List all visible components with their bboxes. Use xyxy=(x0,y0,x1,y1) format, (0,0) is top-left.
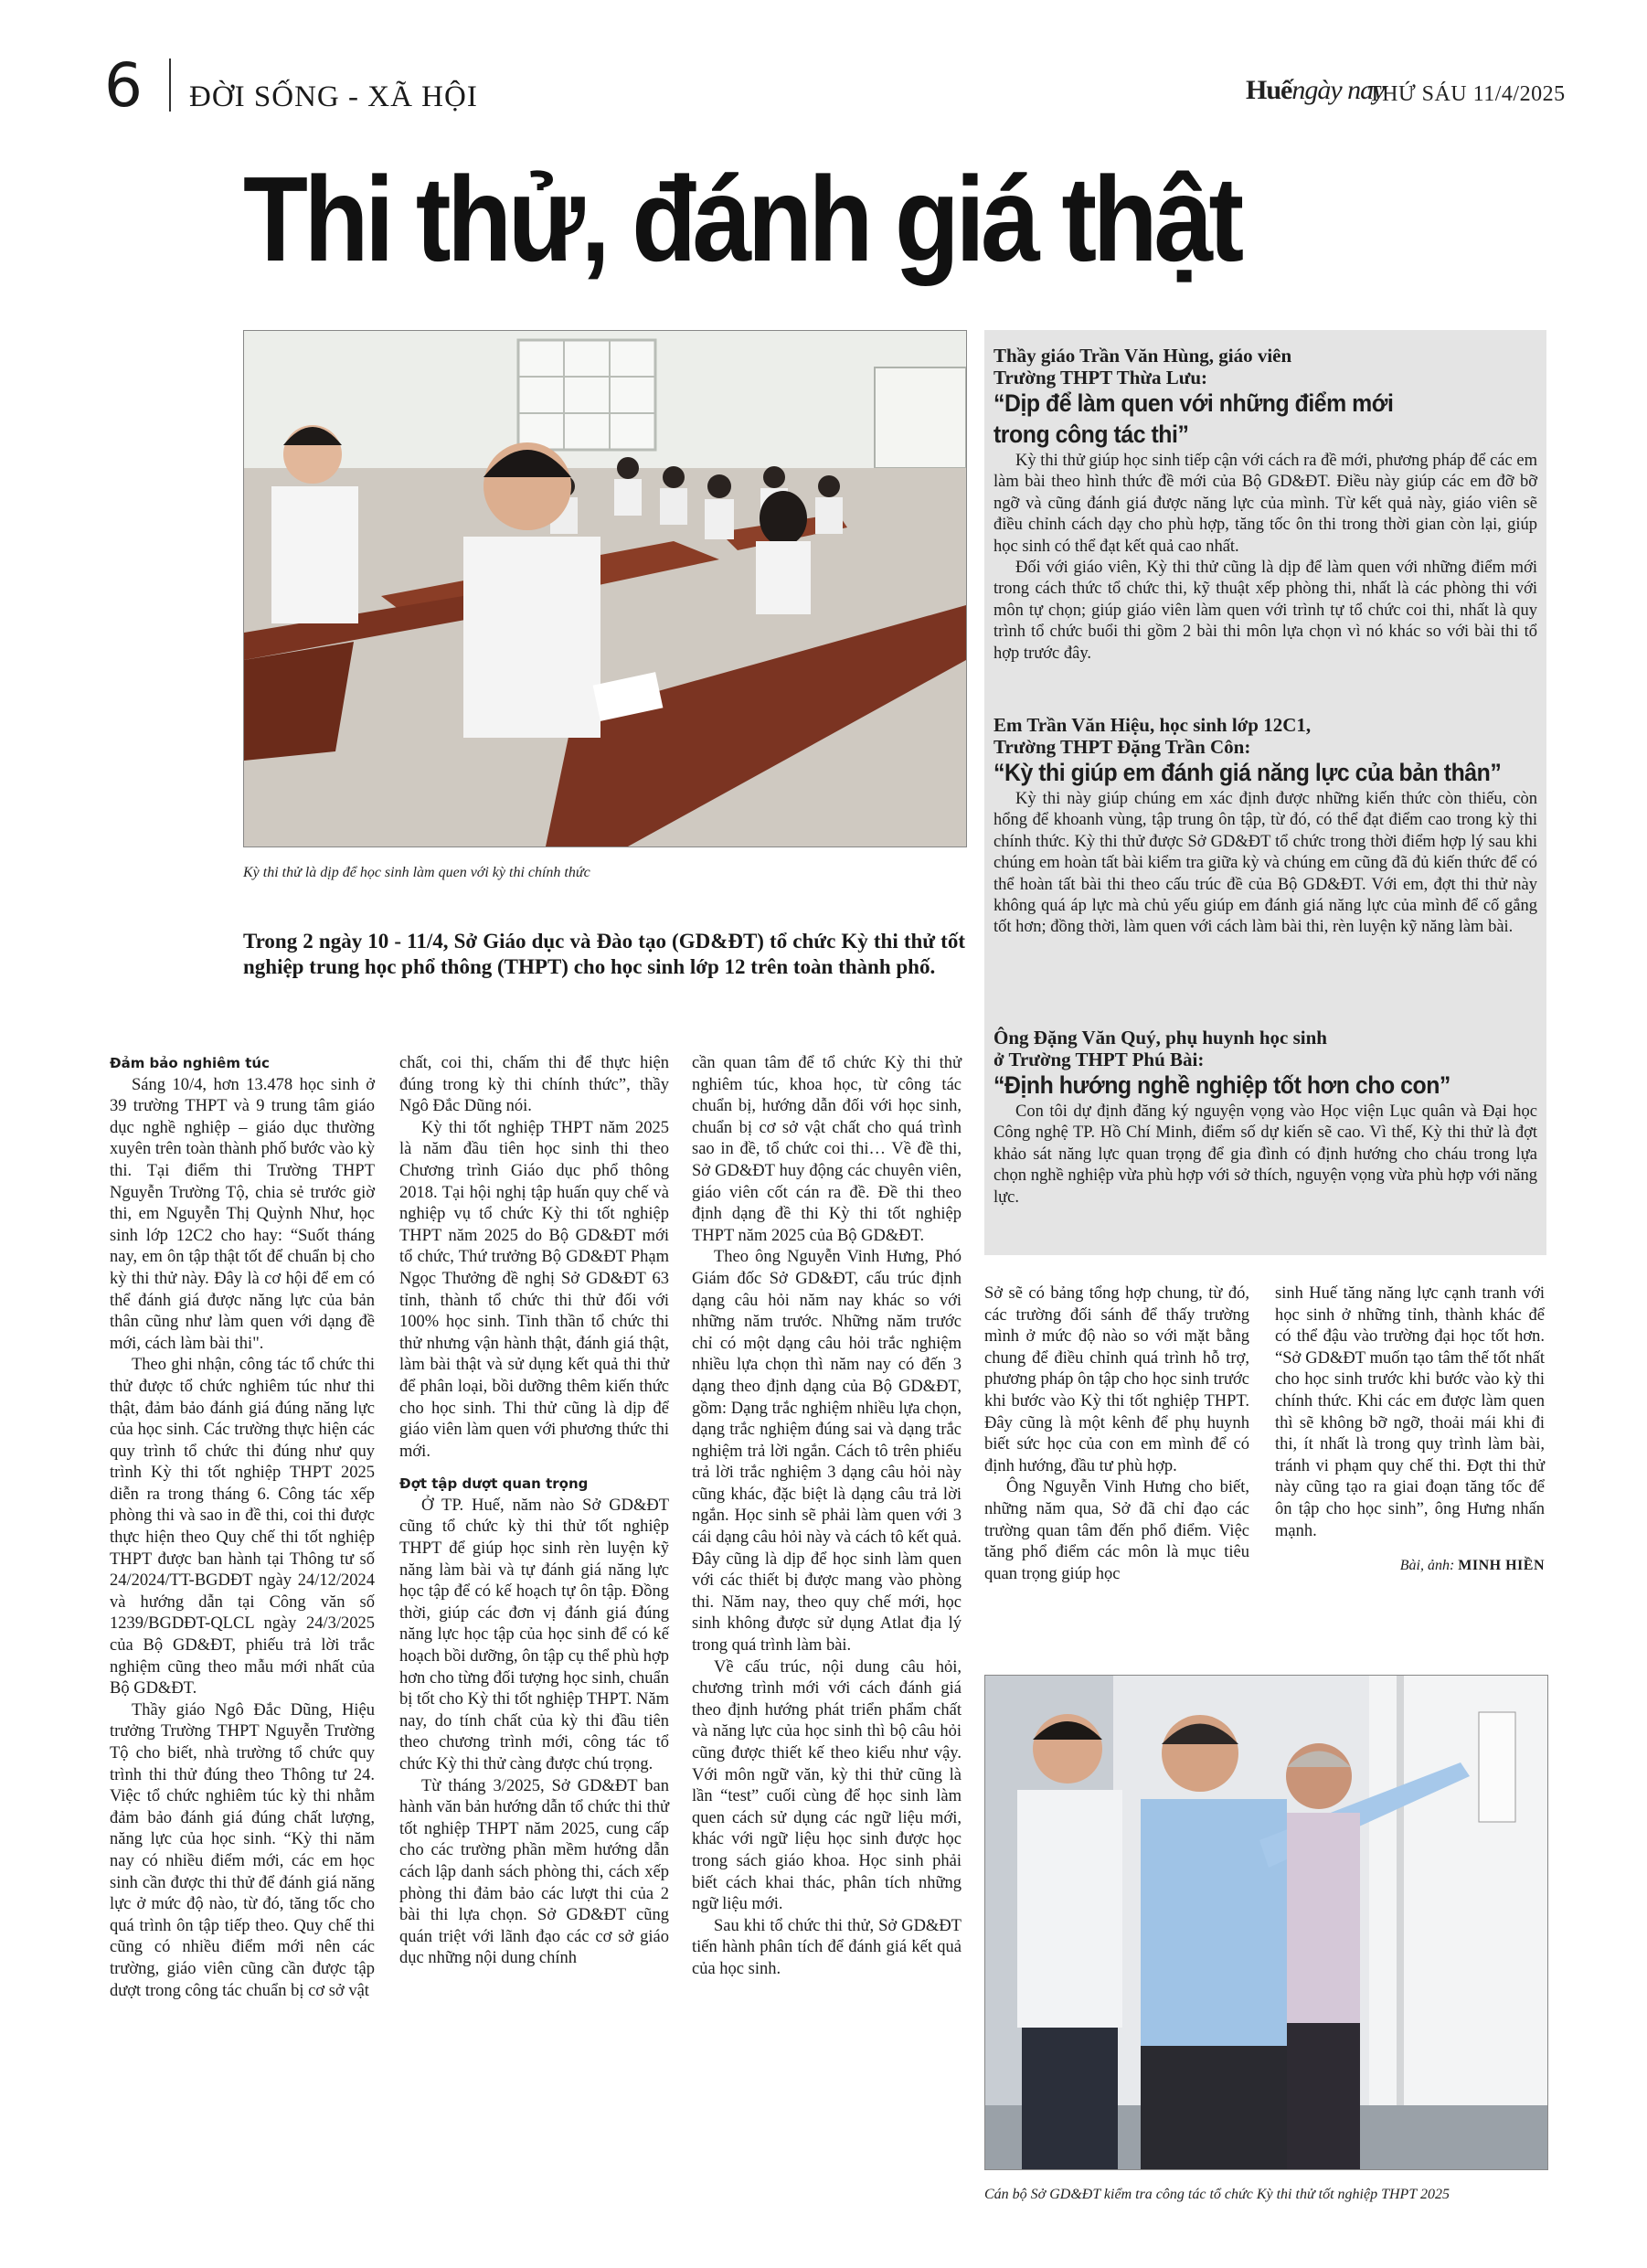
quotes-sidebar xyxy=(984,330,1546,1255)
page-number: 6 xyxy=(104,50,143,121)
issue-date: THỨ SÁU 11/4/2025 xyxy=(1368,82,1566,106)
article-column-3 xyxy=(692,1053,962,1981)
speaker-line: Thầy giáo Trần Văn Hùng, giáo viên xyxy=(994,345,1292,367)
byline-prefix: Bài, ảnh: xyxy=(1399,1558,1455,1574)
masthead-logo xyxy=(1246,75,1384,106)
sidebar-entry xyxy=(994,1027,1537,1209)
paragraph: Về cấu trúc, nội dung câu hỏi, chương trình mới với cách đánh giá theo định hướng phát triển phẩm chất và năng lực của học sinh thì bộ câu hỏi cũng được thiết kế theo kiểu như vậy. Với môn ngữ văn, kỳ thi thử cũng là lần “test” cuối cùng để học sinh làm quen cách sử dụng các ngữ liệu mới, khác với ngữ liệu học sinh được học trong sách giáo khoa. Học sinh phải biết cách khai thác, phân tích những ngữ liệu mới. xyxy=(692,1657,962,1914)
paragraph: Kỳ thi thử giúp học sinh tiếp cận với cách ra đề mới, phương pháp để các em làm bài theo hình thức đề mới của Bộ GD&ĐT. Điều này giúp các em đỡ bỡ ngỡ và cũng đánh giá được năng lực của mình. Từ kết quả này, giáo viên sẽ điều chỉnh cách dạy cho phù hợp, tăng tốc ôn thi trong thời gian còn lại, giúp học sinh có thể đạt kết quả cao nhất. xyxy=(994,452,1537,556)
photo-officials xyxy=(984,1675,1548,2170)
paragraph: Ông Nguyễn Vinh Hưng cho biết, những năm qua, Sở đã chỉ đạo các trường quan tâm đến phổ điểm. Việc tăng phổ điểm các môn là mục tiêu quan trọng giúp học xyxy=(984,1478,1249,1583)
article-column-2 xyxy=(399,1053,669,1970)
subhead-2: Đợt tập dượt quan trọng xyxy=(399,1475,589,1493)
paragraph: Sau khi tổ chức thi thử, Sở GD&ĐT tiến hành phân tích để đánh giá kết quả của học sinh. xyxy=(692,1916,962,1978)
paragraph: Đối với giáo viên, Kỳ thi thử cũng là dịp để làm quen với những điểm mới trong cách thức tổ chức thi, kỹ thuật xếp phòng thi, nhất là các phòng thi với môn tự chọn; giúp giáo viên làm quen với trình tự tổ chức coi thi, nhất là quy trình tổ chức buổi thi gồm 2 bài thi môn lựa chọn vì nó khác so với bài thi tổ hợp trước đây. xyxy=(994,559,1537,663)
classroom-illustration xyxy=(244,331,966,847)
sidebar-entry xyxy=(994,714,1537,939)
headline: Thi thử, đánh giá thật xyxy=(243,152,1240,286)
paragraph: Sở sẽ có bảng tổng hợp chung, từ đó, các trường đối sánh để thấy trường mình ở mức độ nào so với mặt bằng chung để điều chỉnh quá trình hỗ trợ, phương pháp ôn tập cho học sinh trước khi bước vào Kỳ thi tốt nghiệp THPT. Đây cũng là một kênh để phụ huynh biết sức học của con em mình để có định hướng, đầu tư phù hợp. xyxy=(984,1284,1249,1475)
photo-classroom xyxy=(243,330,967,847)
paragraph: Kỳ thi này giúp chúng em xác định được những kiến thức còn thiếu, còn hổng để khoanh vùng, tập trung ôn tập, từ đó, có thể đạt điểm cao trong kỳ thi chính thức. Kỳ thi thử được Sở GD&ĐT tổ chức trong thời điểm hợp lý sau khi chúng em hoàn tất bài kiểm tra giữa kỳ và chúng em cũng đã đủ kiến thức để có thể hoàn tất bài thi theo cấu trúc đề của Bộ GD&ĐT. Với em, đợt thi thử này không quá áp lực mà chủ yếu giúp em đánh giá năng lực của mình để cố gắng tốt hơn; đồng thời, làm quen với cách làm bài thi, rèn luyện kỹ năng làm bài. xyxy=(994,790,1537,937)
paragraph: chất, coi thi, chấm thi để thực hiện đúng trong kỳ thi chính thức”, thầy Ngô Đắc Dũng nói. xyxy=(399,1054,669,1116)
masthead-light: ngày nay xyxy=(1291,75,1385,105)
sidebar-body xyxy=(994,451,1537,665)
officials-illustration xyxy=(985,1676,1547,2169)
photo2-caption: Cán bộ Sở GD&ĐT kiểm tra công tác tổ chức Kỳ thi thử tốt nghiệp THPT 2025 xyxy=(984,2187,1450,2202)
pull-quote: “Dịp để làm quen với những điểm mới xyxy=(994,389,1394,417)
lead-paragraph: Trong 2 ngày 10 - 11/4, Sở Giáo dục và Đào tạo (GD&ĐT) tổ chức Kỳ thi thử tốt nghiệp trung học phổ thông (THPT) cho học sinh lớp 12 trên toàn thành phố. xyxy=(243,930,965,978)
paragraph: Ở TP. Huế, năm nào Sở GD&ĐT cũng tổ chức kỳ thi thử tốt nghiệp THPT để giúp học sinh rèn luyện kỹ năng làm bài và tự đánh giá năng lực học tập để có kế hoạch tự ôn tập. Đồng thời, giúp các đơn vị đánh giá đúng năng lực học tập của học sinh để có kế hoạch bồi dưỡng, ôn tập cụ thể phù hợp hơn cho từng đối tượng học sinh, chuẩn bị tốt cho Kỳ thi tốt nghiệp THPT. Năm nay, do tính chất của kỳ thi đầu tiên theo chương trình mới, công tác tổ chức Kỳ thi thử càng được chú trọng. xyxy=(399,1496,669,1773)
speaker-line: Trường THPT Đặng Trần Côn: xyxy=(994,736,1251,758)
article-column-4 xyxy=(984,1283,1249,1585)
sidebar-body xyxy=(994,789,1537,939)
header-divider xyxy=(169,59,171,112)
paragraph: Thầy giáo Ngô Đắc Dũng, Hiệu trưởng Trường THPT Nguyễn Trường Tộ cho biết, nhà trường tổ chức quy trình thi thử đúng theo Thông tư 24. Việc tổ chức nghiêm túc kỳ thi nhằm đảm bảo đánh giá đúng chất lượng, năng lực của học sinh. “Kỳ thi năm nay có nhiều điểm mới, các em học sinh cần được thi thử để đánh giá năng lực ở mức độ nào, từ đó, tăng tốc cho quá trình ôn tập tiếp theo. Quy chế thi cũng có nhiều điểm mới nên các trường, giáo viên cũng cần được tập dượt trong công tác chuẩn bị cơ sở vật xyxy=(110,1700,375,2000)
byline xyxy=(1275,1555,1545,1577)
speaker-line: Ông Đặng Văn Quý, phụ huynh học sinh xyxy=(994,1027,1327,1049)
photo1-caption: Kỳ thi thử là dịp để học sinh làm quen với kỳ thi chính thức xyxy=(243,865,590,880)
paragraph: Sáng 10/4, hơn 13.478 học sinh ở 39 trường THPT và 9 trung tâm giáo dục nghề nghiệp – giáo dục thường xuyên trên toàn thành phố bước vào kỳ thi. Tại điểm thi Trường THPT Nguyễn Trường Tộ, chia sẻ trước giờ thi, em Nguyễn Thị Quỳnh Như, học sinh lớp 12C2 cho hay: “Suốt tháng nay, em ôn tập thật tốt để chuẩn bị cho kỳ thi thử này. Đây là cơ hội để em có thể đánh giá được năng lực của bản thân cũng như làm quen với dạng đề mới, cách làm bài thi". xyxy=(110,1075,375,1353)
speaker-line: ở Trường THPT Phú Bài: xyxy=(994,1049,1205,1070)
byline-author: MINH HIỀN xyxy=(1458,1558,1545,1574)
sidebar-body xyxy=(994,1102,1537,1209)
masthead-bold: Huế xyxy=(1246,75,1292,105)
speaker-line: Trường THPT Thừa Lưu: xyxy=(994,367,1208,389)
sidebar-entry xyxy=(994,345,1537,665)
paragraph: Con tôi dự định đăng ký nguyện vọng vào Học viện Lục quân và Đại học Công nghệ TP. Hồ Chí Minh, điểm số dự kiến sẽ cao. Vì thế, Kỳ thi thử là đợt khảo sát năng lực quan trọng để gia đình có định hướng cho cháu trong lựa chọn nghề nghiệp vừa phù hợp với sở thích, nguyện vọng vừa phù hợp với năng lực. xyxy=(994,1102,1537,1207)
pull-quote: “Kỳ thi giúp em đánh giá năng lực của bản thân” xyxy=(994,759,1502,786)
speaker-line: Em Trần Văn Hiệu, học sinh lớp 12C1, xyxy=(994,714,1312,736)
paragraph: Từ tháng 3/2025, Sở GD&ĐT ban hành văn bản hướng dẫn tổ chức thi thử tốt nghiệp THPT năm 2025, cung cấp cho các trường phần mềm hướng dẫn cách lập danh sách phòng thi, cách xếp phòng thi đảm bảo các lượt thi của 2 bài thi lựa chọn. Sở GD&ĐT cũng quán triệt với lãnh đạo các cơ sở giáo dục những nội dung chính xyxy=(399,1776,669,1968)
subhead-1: Đảm bảo nghiêm túc xyxy=(110,1055,270,1071)
article-column-5 xyxy=(1275,1283,1545,1577)
paragraph: Theo ông Nguyễn Vinh Hưng, Phó Giám đốc Sở GD&ĐT, cấu trúc định dạng câu hỏi năm nay khác so với những năm trước. Những năm trước chỉ có một dạng câu hỏi trắc nghiệm nhiều lựa chọn thì năm nay có đến 3 dạng theo định dạng của Bộ GD&ĐT, gồm: Dạng trắc nghiệm nhiều lựa chọn, dạng trắc nghiệm đúng sai và dạng trắc nghiệm trả lời ngắn. Cách tô trên phiếu trả lời trắc nghiệm 3 dạng câu hỏi này cũng khác, đặc biệt là dạng câu trả lời ngắn. Học sinh sẽ phải làm quen với 3 cái dạng câu hỏi này và cách tô kết quả. Đây cũng là dịp để học sinh làm quen với các thiết bị được mang vào phòng thi. Năm nay, theo quy chế mới, học sinh không được sử dụng Atlat địa lý trong quá trình làm bài. xyxy=(692,1248,962,1656)
pull-quote: trong công tác thi” xyxy=(994,421,1189,448)
pull-quote: “Định hướng nghề nghiệp tốt hơn cho con” xyxy=(994,1071,1450,1099)
paragraph: sinh Huế tăng năng lực cạnh tranh với học sinh ở những tỉnh, thành khác để có thể đậu vào trường đại học tốt hơn. “Sở GD&ĐT muốn tạo tâm thế tốt nhất cho học sinh trước khi bước vào kỳ thi chính thức. Khi các em được làm quen thì sẽ không bỡ ngỡ, thoải mái khi đi thi, ít nhất là trong quy trình làm bài, tránh vi phạm quy chế thi. Đợt thi thử này cũng tạo ra giai đoạn tăng tốc để ôn tập cho học sinh”, ông Hưng nhấn mạnh. xyxy=(1275,1284,1545,1540)
article-column-1 xyxy=(110,1053,375,2002)
paragraph: cần quan tâm để tổ chức Kỳ thi thử nghiêm túc, khoa học, từ công tác chuẩn bị, hướng dẫn đối với học sinh, chuẩn bị cơ sở vật chất cho quá trình sao in đề, tổ chức coi thi… Về đề thi, Sở GD&ĐT huy động các chuyên viên, giáo viên cốt cán ra đề. Đề thi theo định dạng đề thi Kỳ thi tốt nghiệp THPT năm 2025 của Bộ GD&ĐT. xyxy=(692,1054,962,1245)
paragraph: Kỳ thi tốt nghiệp THPT năm 2025 là năm đầu tiên học sinh thi theo Chương trình Giáo dục phổ thông 2018. Tại hội nghị tập huấn quy chế và nghiệp vụ tổ chức Kỳ thi tốt nghiệp THPT năm 2025 do Bộ GD&ĐT mới tổ chức, Thứ trưởng Bộ GD&ĐT Phạm Ngọc Thưởng đề nghị Sở GD&ĐT 63 tỉnh, thành tổ chức thi thử đối với 100% học sinh. Tinh thần tổ chức thi thử nhưng vận hành thật, đánh giá thật, làm bài thật và sử dụng kết quả thi thử để phân loại, bồi dưỡng thêm kiến thức cho học sinh. Thi thử cũng là dịp để giáo viên làm quen với phương thức thi mới. xyxy=(399,1118,669,1461)
section-title: ĐỜI SỐNG - XÃ HỘI xyxy=(189,80,478,113)
paragraph: Theo ghi nhận, công tác tổ chức thi thử được tổ chức nghiêm túc như thi thật, đảm bảo đánh giá đúng năng lực của học sinh. Các trường thực hiện các quy trình tổ chức thi đúng như quy trình Kỳ thi tốt nghiệp THPT 2025 diễn ra trong tháng 6. Công tác xếp phòng thi và sao in đề thi, coi thi được thực hiện theo Quy chế thi tốt nghiệp THPT được ban hành tại Thông tư số 24/2024/TT-BGDĐT ngày 24/12/2024 và hướng dẫn tại Công văn số 1239/BGDĐT-QLCL ngày 24/3/2025 của Bộ GD&ĐT, phiếu trả lời trắc nghiệm cũng theo mẫu mới nhất của Bộ GD&ĐT. xyxy=(110,1356,375,1698)
